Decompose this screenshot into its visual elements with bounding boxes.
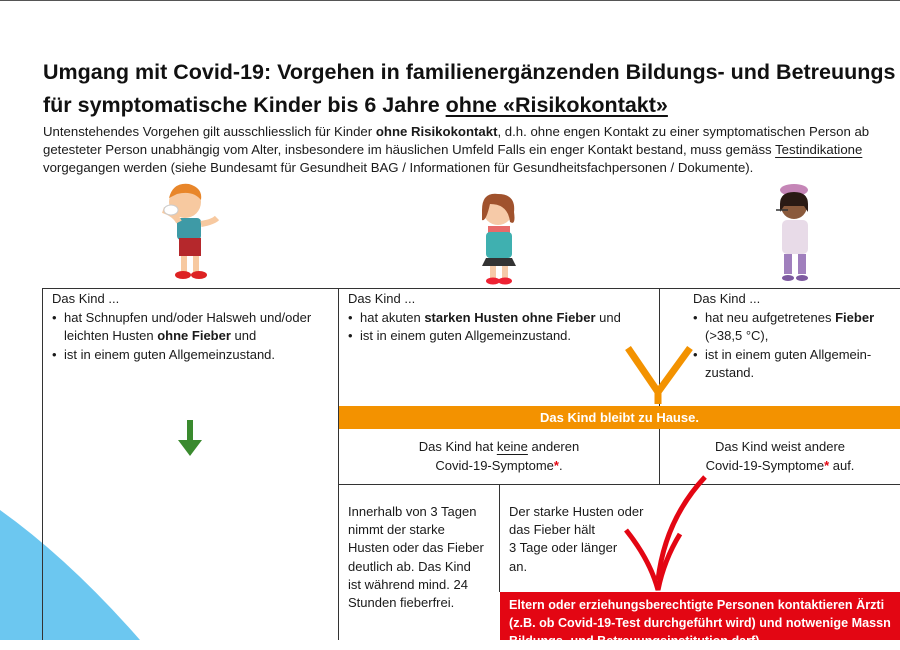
title-underlined: ohne «Risikokontakt» bbox=[445, 93, 668, 117]
col3-bold: Fieber bbox=[835, 309, 875, 325]
contact-doctor-line: Eltern oder erziehungsberechtigte Personen kontaktieren Ärzti bbox=[509, 598, 885, 612]
improvement-line: Stunden fieberfrei. bbox=[348, 595, 455, 611]
col3-bullet2-cont: zustand. bbox=[705, 365, 755, 380]
title-prefix: für symptomatische Kinder bis 6 Jahre bbox=[43, 93, 446, 117]
col1-bullet1-cont: leichten Husten bbox=[64, 328, 158, 343]
other-symptoms-line2: Covid-19-Symptome bbox=[705, 457, 825, 473]
persistence-line: Der starke Husten oder bbox=[509, 504, 644, 519]
col3-bullet2: ist in einem guten Allgemein- bbox=[705, 346, 872, 362]
improvement-line: deutlich ab. Das Kind bbox=[348, 558, 471, 574]
page-title-line-1: Umgang mit Covid-19: Vorgehen in familienergänzenden Bildungs- und Betreuungs bbox=[43, 60, 896, 84]
col3-heading: Das Kind ... bbox=[693, 291, 761, 306]
col1-bold: ohne Fieber bbox=[157, 328, 231, 343]
bullet: • bbox=[693, 346, 698, 362]
no-symptoms-suffix: . bbox=[558, 457, 563, 473]
intro-text: Untenstehendes Vorgehen gilt ausschliesslich für Kinder bbox=[43, 124, 376, 139]
col2-bullet1-end: und bbox=[595, 309, 621, 325]
col1-bullet2: ist in einem guten Allgemeinzustand. bbox=[64, 346, 276, 362]
bullet: • bbox=[52, 346, 57, 362]
no-symptoms-keine: keine bbox=[496, 439, 528, 454]
intro-text: getesteter Person unabhängig vom Alter, insbesondere im häuslichen Umfeld Falls ein enger Kontakt bestand, muss gemäss bbox=[43, 142, 776, 157]
col2-bold: starken Husten ohne Fieber bbox=[424, 309, 596, 325]
col2-bullet2: ist in einem guten Allgemeinzustand. bbox=[360, 328, 572, 343]
other-symptoms-line1: Das Kind weist andere bbox=[714, 439, 846, 454]
no-symptoms-line2: Covid-19-Symptome bbox=[435, 457, 554, 473]
testindikation-link[interactable]: Testindikatione bbox=[775, 142, 863, 157]
contact-doctor-line: (z.B. ob Covid-19-Test durchgeführt wird) und notwenige Massn bbox=[509, 616, 891, 630]
orange-chevron-arrow-icon bbox=[628, 348, 690, 392]
col2-heading: Das Kind ... bbox=[348, 291, 416, 306]
intro-text: vorgegangen werden (siehe Bundesamt für Gesundheit BAG / Informationen für Gesundheitsfachpersonen / Dokumente). bbox=[43, 160, 754, 175]
asterisk: * bbox=[553, 457, 559, 473]
stays-home-banner: Das Kind bleibt zu Hause. bbox=[339, 406, 900, 429]
intro-bold: ohne Risikokontakt bbox=[375, 124, 498, 139]
improvement-line: nimmt der starke bbox=[348, 522, 445, 538]
bullet: • bbox=[52, 309, 57, 325]
col1-heading: Das Kind ... bbox=[52, 291, 120, 306]
no-symptoms-b: anderen bbox=[527, 439, 580, 454]
col3-bullet1: hat neu aufgetretenes bbox=[705, 309, 836, 325]
improvement-line: Innerhalb von 3 Tagen bbox=[348, 504, 477, 519]
col1-bullet1: hat Schnupfen und/oder Halsweh und/oder bbox=[64, 309, 312, 325]
bullet: • bbox=[348, 328, 353, 343]
intro-text: , d.h. ohne engen Kontakt zu einer symptomatischen Person ab bbox=[497, 124, 870, 139]
other-symptoms-suffix: auf. bbox=[829, 457, 855, 473]
bullet: • bbox=[348, 309, 353, 325]
col3-bullet1-cont: (>38,5 °C), bbox=[705, 328, 769, 343]
col2-bullet1: hat akuten bbox=[360, 309, 425, 325]
col1-bullet1-end: und bbox=[230, 328, 257, 343]
contact-doctor-line: Bildungs- und Betreuungsinstitution darf) bbox=[509, 634, 760, 648]
persistence-line: 3 Tage oder länger bbox=[509, 540, 618, 556]
improvement-line: Husten oder das Fieber bbox=[348, 540, 484, 556]
asterisk: * bbox=[824, 457, 830, 473]
improvement-line: ist während mind. 24 bbox=[348, 576, 468, 592]
persistence-line: an. bbox=[509, 558, 528, 574]
no-symptoms-a: Das Kind hat bbox=[418, 439, 497, 454]
bullet: • bbox=[693, 309, 698, 325]
persistence-line: das Fieber hält bbox=[509, 522, 595, 538]
